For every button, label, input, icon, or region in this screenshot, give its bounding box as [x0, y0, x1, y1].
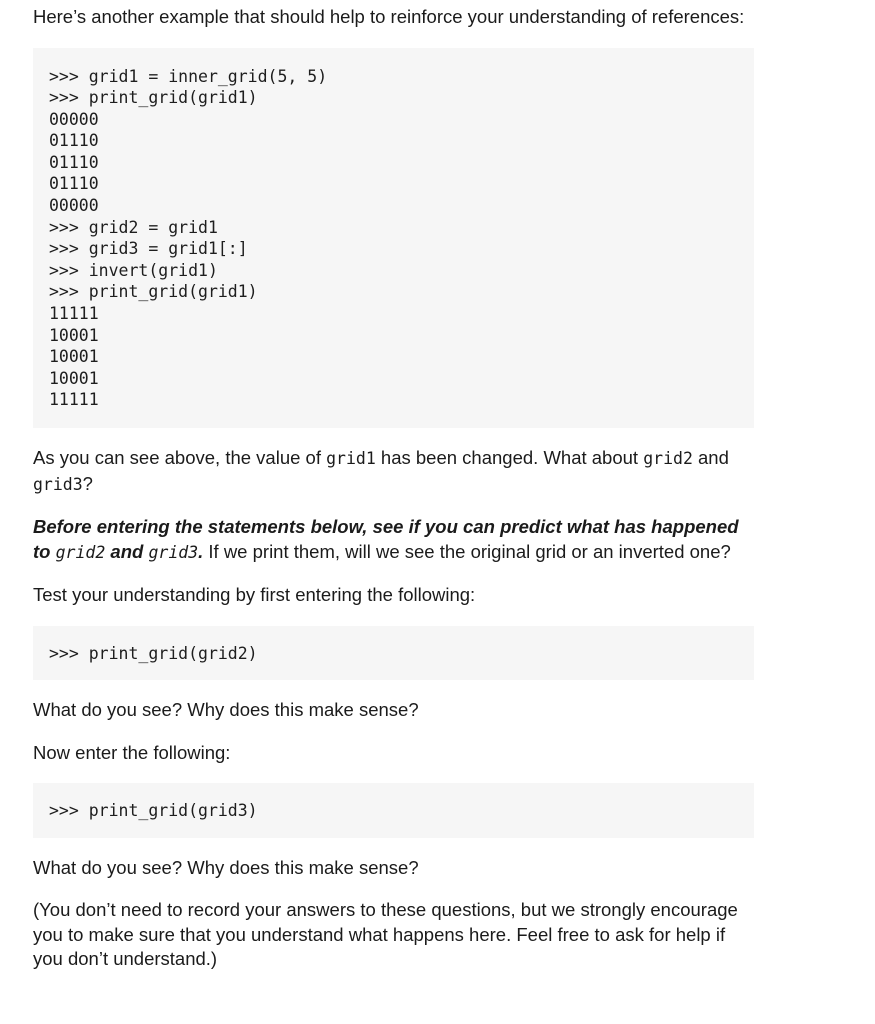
- inline-code-grid2-italic: grid2: [55, 542, 106, 562]
- code-block-print-grid3: >>> print_grid(grid3): [33, 783, 754, 838]
- closing-note-paragraph: (You don’t need to record your answers to these questions, but we strongly encourage you to make sure that you understand what happens here. Feel free to ask for help if you don’t understand.): [33, 899, 738, 970]
- observation-text-1: As you can see above, the value of: [33, 447, 327, 468]
- document-body: [33, 5, 754, 972]
- observation-text-3: and: [692, 447, 729, 468]
- question-paragraph-1: What do you see? Why does this make sense?: [33, 699, 419, 721]
- prediction-paragraph: [33, 515, 754, 565]
- inline-code-grid3-italic: grid3: [148, 542, 199, 562]
- prediction-emphasis-1: Before entering the statements below, see if you can predict what has happened to: [33, 516, 739, 562]
- observation-text-4: ?: [82, 472, 93, 494]
- test-instruction-paragraph: Test your understanding by first entering the following:: [33, 584, 476, 605]
- now-instruction-paragraph: Now enter the following:: [33, 741, 231, 763]
- observation-paragraph: [33, 446, 754, 497]
- prediction-emphasis-2: and: [105, 540, 149, 562]
- code-block-print-grid2: >>> print_grid(grid2): [33, 626, 754, 681]
- question-paragraph-2: What do you see? Why does this make sense?: [33, 856, 419, 878]
- code-block-references-example: >>> grid1 = inner_grid(5, 5) >>> print_grid(grid1) 00000 01110 01110 01110 00000 >>> grid2 = grid1 >>> grid3 = grid1[:] >>> invert(grid1) >>> print_grid(grid1) 11111 10001 10001 10001 11111: [33, 48, 754, 429]
- prediction-emphasis-3: .: [198, 540, 204, 562]
- inline-code-grid2: grid2: [643, 449, 693, 468]
- inline-code-grid1: grid1: [326, 449, 376, 468]
- inline-code-grid3: grid3: [33, 474, 83, 494]
- prediction-text-rest: If we print them, will we see the original grid or an inverted one?: [203, 540, 731, 562]
- intro-paragraph: Here’s another example that should help to reinforce your understanding of references:: [33, 6, 745, 27]
- observation-text-2: has been changed. What about: [375, 447, 644, 468]
